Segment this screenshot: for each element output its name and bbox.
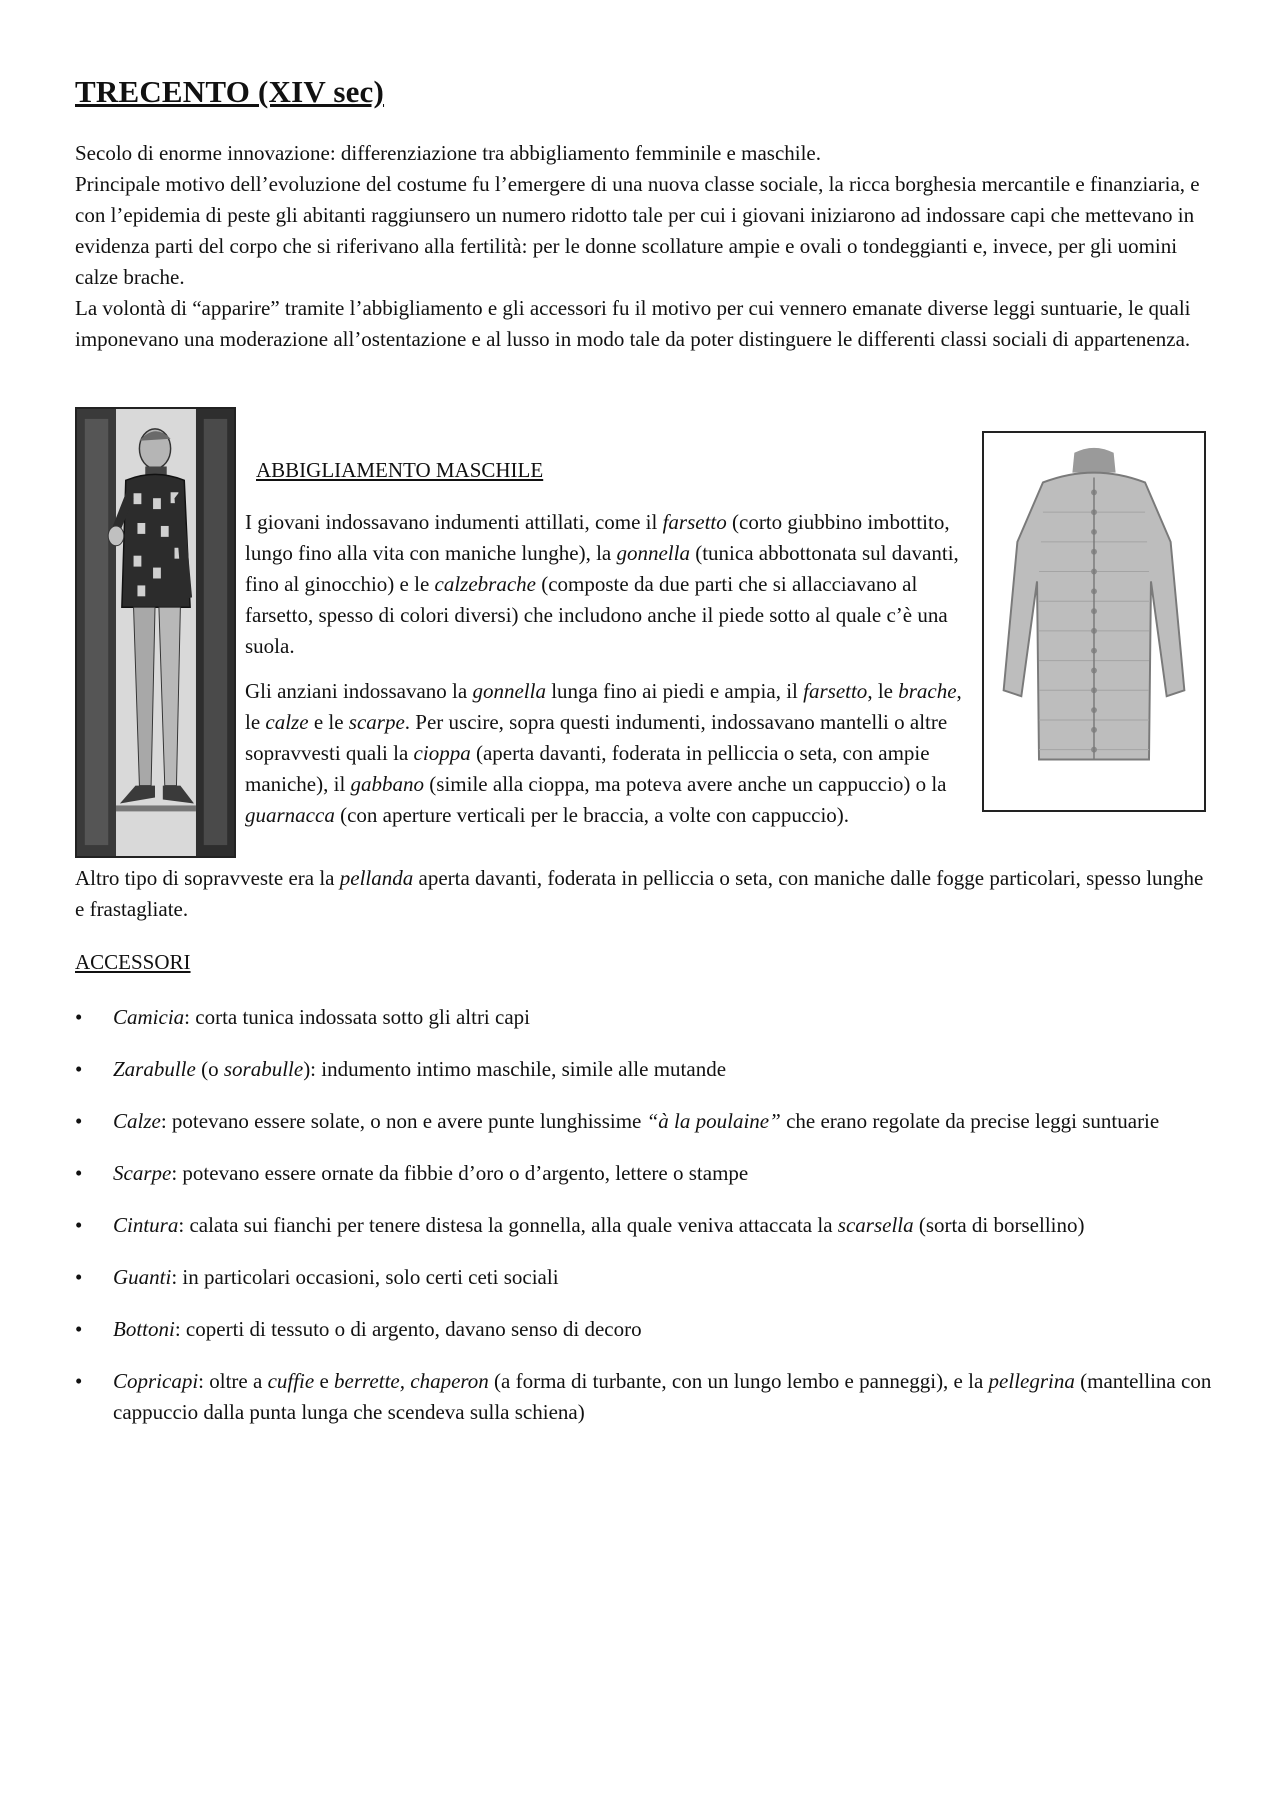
young-men-paragraph: I giovani indossavano indumenti attillati, come il farsetto (corto giubbino imbottito, lungo fino alla vita con maniche lunghe), la gonnella (tunica abbottonata sul davanti, fino al ginocchio) e le calzebrache (composte da due parti che si allacciavano al farsetto, spesso di colori diversi) che includono anche il piede sotto al quale c’è una suola. (245, 510, 959, 658)
page-title: TRECENTO (XIV sec) (75, 74, 385, 109)
list-item: • Copricapi: oltre a cuffie e berrette, chaperon (a forma di turbante, con un lungo lembo e panneggi), e la pellegrina (mantellina con cappuccio dalla punta lunga che scendeva sulla schiena) (75, 1366, 1215, 1428)
bullet-icon: • (75, 1109, 83, 1133)
list-item: • Scarpe: potevano essere ornate da fibbie d’oro o d’argento, lettere o stampe (75, 1158, 1215, 1189)
bullet-icon: • (75, 1317, 83, 1341)
list-item: • Cintura: calata sui fianchi per tenere distesa la gonnella, alla quale veniva attaccata la scarsella (sorta di borsellino) (75, 1210, 1215, 1241)
list-item: • Calze: potevano essere solate, o non e avere punte lunghissime “à la poulaine” che erano regolate da precise leggi suntuarie (75, 1106, 1215, 1137)
bullet-icon: • (75, 1265, 83, 1289)
intro-paragraph: Secolo di enorme innovazione: differenziazione tra abbigliamento femminile e maschile. (75, 141, 822, 165)
male-clothing-text (245, 507, 975, 845)
pellanda-paragraph: Altro tipo di sopravveste era la pellanda aperta davanti, foderata in pelliccia o seta, con maniche dalle fogge particolari, spesso lunghe e frastagliate. (75, 866, 1204, 921)
doublet-photo (982, 431, 1206, 812)
male-clothing-heading: ABBIGLIAMENTO MASCHILE (256, 458, 544, 482)
bullet-icon: • (75, 1057, 83, 1081)
bullet-icon: • (75, 1369, 83, 1393)
bullet-icon: • (75, 1213, 83, 1237)
list-item: • Camicia: corta tunica indossata sotto gli altri capi (75, 1002, 1215, 1033)
list-item: • Zarabulle (o sorabulle): indumento intimo maschile, simile alle mutande (75, 1054, 1215, 1085)
young-man-illustration (75, 407, 236, 858)
bullet-icon: • (75, 1161, 83, 1185)
intro-section (75, 138, 1215, 355)
elders-paragraph: Gli anziani indossavano la gonnella lunga fino ai piedi e ampia, il farsetto, le brache, le calze e le scarpe. Per uscire, sopra questi indumenti, indossavano mantelli o altre sopravvesti quali la cioppa (aperta davanti, foderata in pelliccia o seta, con ampie maniche), il gabbano (simile alla cioppa, ma poteva avere anche un cappuccio) o la guarnacca (con aperture verticali per le braccia, a volte con cappuccio). (245, 679, 962, 827)
accessories-list (75, 1002, 1215, 1449)
accessories-heading: ACCESSORI (75, 950, 191, 974)
intro-paragraph: La volontà di “apparire” tramite l’abbigliamento e gli accessori fu il motivo per cui vennero emanate diverse leggi suntuarie, le quali imponevano una moderazione all’ostentazione e al lusso in modo tale da poter distinguere le differenti classi sociali di appartenenza. (75, 296, 1191, 351)
list-item: • Bottoni: coperti di tessuto o di argento, davano senso di decoro (75, 1314, 1215, 1345)
list-item: • Guanti: in particolari occasioni, solo certi ceti sociali (75, 1262, 1215, 1293)
intro-paragraph: Principale motivo dell’evoluzione del costume fu l’emergere di una nuova classe sociale, la ricca borghesia mercantile e finanziaria, e con l’epidemia di peste gli abitanti raggiunsero un numero ridotto tale per cui i giovani iniziarono ad indossare capi che mettevano in evidenza parti del corpo che si riferivano alla fertilità: per le donne scollature ampie e ovali o tondeggianti e, invece, per gli uomini calze brache. (75, 172, 1200, 289)
bullet-icon: • (75, 1005, 83, 1029)
